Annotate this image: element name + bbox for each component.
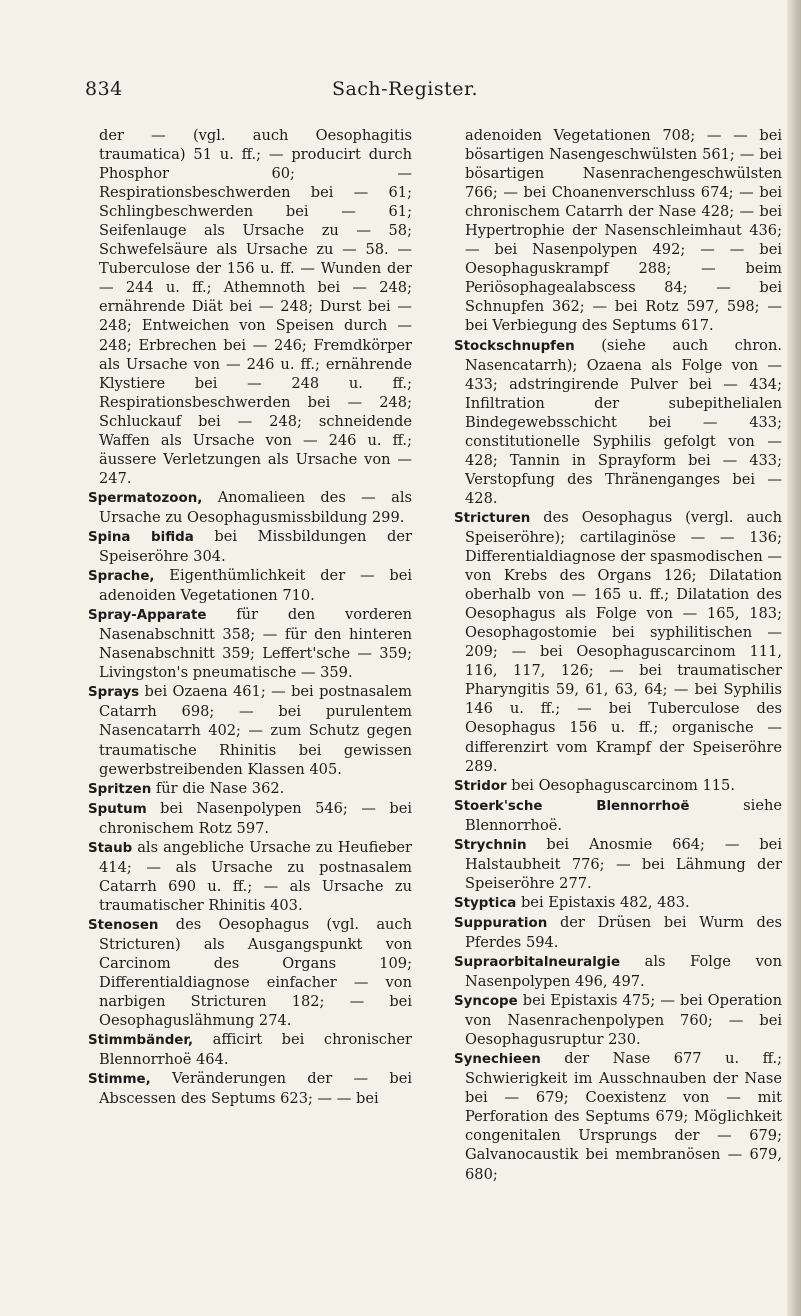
index-entry [88,915,412,1030]
index-entry-text: bei Nasenpolypen 546; — bei chronischem Rotz 597. [99,799,412,837]
index-keyword: Spritzen [88,781,152,797]
index-entry-text: bei Anosmie 664; — bei Halstaubheit 776; — bei Lähmung der Speiseröhre 277. [465,835,782,892]
index-entry-text: Anomalieen des — als Ursache zu Oesophagusmissbildung 299. [99,488,412,526]
index-keyword: Synechieen [454,1052,541,1068]
index-entry [454,1049,782,1183]
index-keyword: Suppuration [454,915,548,931]
index-entry-text: für die Nase 362. [151,779,285,797]
index-keyword: Sprache, [88,569,155,585]
index-entry [88,605,412,682]
right-column [454,126,782,1184]
index-keyword: Stimme, [88,1072,151,1088]
page-header [85,78,725,108]
index-entry-text: adenoiden Vegetationen 708; — — bei bösartigen Nasengeschwülsten 561; — bei bösartigen Nasenrachengeschwülsten 766; — bei Choanenverschluss 674; — bei chronischem Catarrh der Nase 428; — bei Hypertrophie der Nasenschleimhaut 436; — bei Nasenpolypen 492; — — bei Oesophaguskrampf 288; — beim Periösophagealabscess 84; — bei Schnupfen 362; — bei Rotz 597, 598; — bei Verbiegung des Septums 617. [465,127,782,335]
index-entry [88,838,412,915]
page-number: 834 [85,78,123,100]
index-entry [88,799,412,838]
index-entry [454,508,782,776]
index-entry-text: als Folge von Nasenpolypen 496, 497. [465,953,782,991]
index-keyword: Styptica [454,895,517,911]
index-entry-text: für den vorderen Nasenabschnitt 358; — für den hinteren Nasenabschnitt 359; Leffert'sche — 359; Livingston's pneumatische — 359. [99,606,412,682]
index-keyword: Stockschnupfen [454,338,575,354]
index-entry-text: der Nase 677 u. ff.; Schwierigkeit im Ausschnauben der Nase bei — 679; Coexistenz von — mit Perforation des Septums 679; Möglichkeit congenitalen Ursprungs der — 679; Galvanocaustik bei membranösen — 679, 680; [465,1050,782,1183]
index-entry-continued [88,126,412,488]
index-entry-text: der Drüsen bei Wurm des Pferdes 594. [465,913,782,951]
index-entry-text: der — (vgl. auch Oesophagitis traumatica) 51 u. ff.; — producirt durch Phosphor 60; — Respirationsbeschwerden bei — 61; Schlingbeschwerden bei — 61; Seifenlauge als Ursache zu — 58; Schwefelsäure als Ursache zu — 58. — Tuberculose der 156 u. ff. — Wunden der — 244 u. ff.; Athemnoth bei — 248; ernährende Diät bei — 248; Durst bei — 248; Entweichen von Speisen durch — 248; Erbrechen bei — 246; Fremdkörper als Ursache von — 246 u. ff.; ernährende Klystiere bei — 248 u. ff.; Respirationsbeschwerden bei — 248; Schluckauf bei — 248; schneidende Waffen als Ursache von — 246 u. ff.; äussere Verletzungen als Ursache von — 247. [99,127,412,487]
index-entry-text: bei Epistaxis 475; — bei Operation von Nasenrachenpolypen 760; — bei Oesophagusruptur 230. [465,992,782,1049]
index-entry [454,893,782,913]
index-entry-text: als angebliche Ursache zu Heufieber 414; — als Ursache zu postnasalem Catarrh 690 u. ff.; — als Ursache zu traumatischer Rhinitis 403. [99,838,412,914]
index-entry [454,952,782,991]
page-edge [787,0,801,1316]
index-keyword: Supraorbitalneuralgie [454,955,621,971]
index-keyword: Stimmbänder, [88,1033,194,1049]
index-entry [454,776,782,796]
index-keyword: Strychnin [454,837,527,853]
index-entry [88,779,412,799]
index-keyword: Sprays [88,685,140,701]
index-entry [88,1069,412,1108]
index-entry-text: bei Missbildungen der Speiseröhre 304. [99,527,412,566]
index-keyword: Sputum [88,801,147,817]
index-entry [88,1030,412,1069]
index-keyword: Staub [88,840,133,856]
index-entry [454,336,782,508]
index-entry [454,796,782,835]
index-entry-text: des Oesophagus (vergl. auch Speiseröhre); cartilaginöse — — 136; Differentialdiagnose der spasmodischen — von Krebs des Organs 126; Dilatation oberhalb von — 165 u. ff.; Dilatation des Oesophagus als Folge von — 165, 183; Oesophagostomie bei syphilitischen — 209; — bei Oesophaguscarcinom 111, 116, 117, 126; — bei traumatischer Pharyngitis 59, 61, 63, 64; — bei Syphilis 146 u. ff.; — bei Tuberculose des Oesophagus 156 u. ff.; organische — differenzirt vom Krampf der Speiseröhre 289. [465,508,782,775]
index-entry-text: afficirt bei chronischer Blennorrhoë 464. [99,1031,412,1069]
index-keyword: Stricturen [454,510,531,526]
index-keyword: Spermatozoon, [88,490,203,506]
index-entry [454,913,782,952]
index-entry [88,566,412,605]
index-entry [88,682,412,778]
index-entry-text: bei Epistaxis 482, 483. [516,893,690,911]
index-entry [454,835,782,893]
index-keyword: Stoerk'sche Blennorrhoë [454,798,690,814]
running-head: Sach-Register. [331,78,479,100]
index-keyword: Stridor [454,778,507,794]
index-keyword: Spina bifida [88,529,194,545]
index-keyword: Stenosen [88,917,159,933]
index-entry-continued [454,126,782,336]
index-entry-text: (siehe auch chron. Nasencatarrh); Ozaena als Folge von — 433; adstringirende Pulver bei — 434; Infiltration der subepithelialen Bindegewebsschicht bei — 433; constitutionelle Syphilis gefolgt von — 428; Tannin in Sprayform bei — 433; Verstopfung des Thränenganges bei — 428. [465,336,782,507]
index-entry-text: siehe Blennorrhoë. [465,796,782,834]
index-entry-text: bei Oesophaguscarcinom 115. [506,776,735,794]
left-column [88,126,412,1108]
index-entry-text: Veränderungen der — bei Abscessen des Septums 623; — — bei [99,1070,412,1108]
index-entry [88,527,412,566]
index-entry [88,488,412,527]
index-entry-text: des Oesophagus (vgl. auch Stricturen) als Ausgangspunkt von Carcinom des Organs 109; Differentialdiagnose einfacher — von narbigen Stricturen 182; — bei Oesophaguslähmung 274. [99,915,412,1030]
index-keyword: Syncope [454,994,518,1010]
index-entry-text: bei Ozaena 461; — bei postnasalem Catarrh 698; — bei purulentem Nasencatarrh 402; — zum Schutz gegen traumatische Rhinitis bei gewissen gewerbstreibenden Klassen 405. [99,683,412,778]
index-entry-text: Eigenthümlichkeit der — bei adenoiden Vegetationen 710. [99,567,412,605]
index-entry [454,991,782,1049]
index-keyword: Spray-Apparate [88,608,207,624]
